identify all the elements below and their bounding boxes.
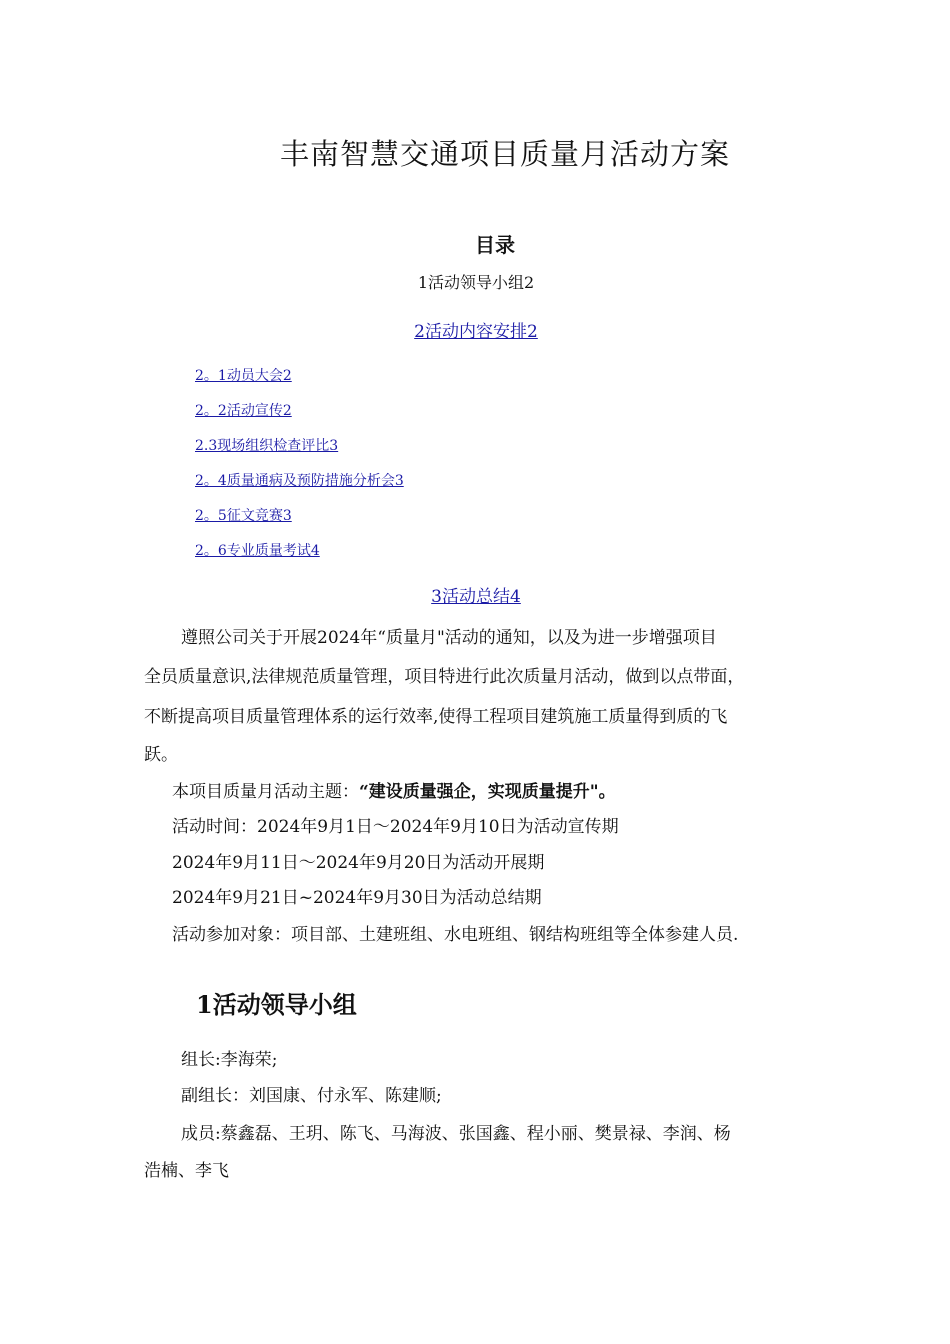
toc-subitem-link[interactable]: 2。5征文竞赛3 bbox=[195, 508, 292, 524]
toc-subitem-link[interactable]: 2.3现场组织检查评比3 bbox=[195, 438, 339, 454]
intro-line: 全员质量意识,法律规范质量管理，项目特进行此次质量月活动，做到以点带面， bbox=[144, 667, 745, 687]
theme-line bbox=[172, 778, 616, 806]
toc-item-3-link[interactable]: 3活动总结4 bbox=[431, 587, 521, 607]
intro-line: 不断提高项目质量管理体系的运行效率,使得工程项目建筑施工质量得到质的飞 bbox=[144, 707, 728, 727]
leader-line: 组长:李海荣; bbox=[181, 1050, 278, 1070]
activity-time-line: 2024年9月21日~2024年9月30日为活动总结期 bbox=[172, 888, 542, 908]
toc-item-2-link[interactable]: 2活动内容安排2 bbox=[414, 322, 538, 342]
intro-line: 跃。 bbox=[144, 745, 178, 765]
theme-label: 本项目质量月活动主题： bbox=[172, 782, 359, 802]
theme-value: “建设质量强企，实现质量提升"。 bbox=[359, 782, 616, 802]
toc-subitem-link[interactable]: 2。4质量通病及预防措施分析会3 bbox=[195, 473, 404, 489]
toc-subitem-link[interactable]: 2。2活动宣传2 bbox=[195, 403, 292, 419]
deputy-line: 副组长：刘国康、付永军、陈建顺; bbox=[181, 1086, 442, 1106]
toc-item-1[interactable]: 1活动领导小组2 bbox=[417, 273, 535, 292]
activity-time-line: 活动时间：2024年9月1日～2024年9月10日为活动宣传期 bbox=[172, 817, 619, 837]
toc-subitem-link[interactable]: 2。1动员大会2 bbox=[195, 368, 292, 384]
activity-time-line: 2024年9月11日～2024年9月20日为活动开展期 bbox=[172, 853, 545, 873]
members-line: 浩楠、李飞 bbox=[144, 1161, 229, 1181]
document-title: 丰南智慧交通项目质量月活动方案 bbox=[279, 137, 730, 171]
participants-line: 活动参加对象：项目部、土建班组、水电班组、钢结构班组等全体参建人员. bbox=[172, 925, 739, 945]
intro-line: 遵照公司关于开展2024年“质量月"活动的通知，以及为进一步增强项目 bbox=[181, 628, 717, 648]
section-1-heading: 1活动领导小组 bbox=[196, 990, 357, 1019]
toc-subitem-link[interactable]: 2。6专业质量考试4 bbox=[195, 543, 320, 559]
toc-heading: 目录 bbox=[475, 233, 515, 257]
members-line: 成员:蔡鑫磊、王玥、陈飞、马海波、张国鑫、程小丽、樊景禄、李润、杨 bbox=[181, 1124, 731, 1144]
